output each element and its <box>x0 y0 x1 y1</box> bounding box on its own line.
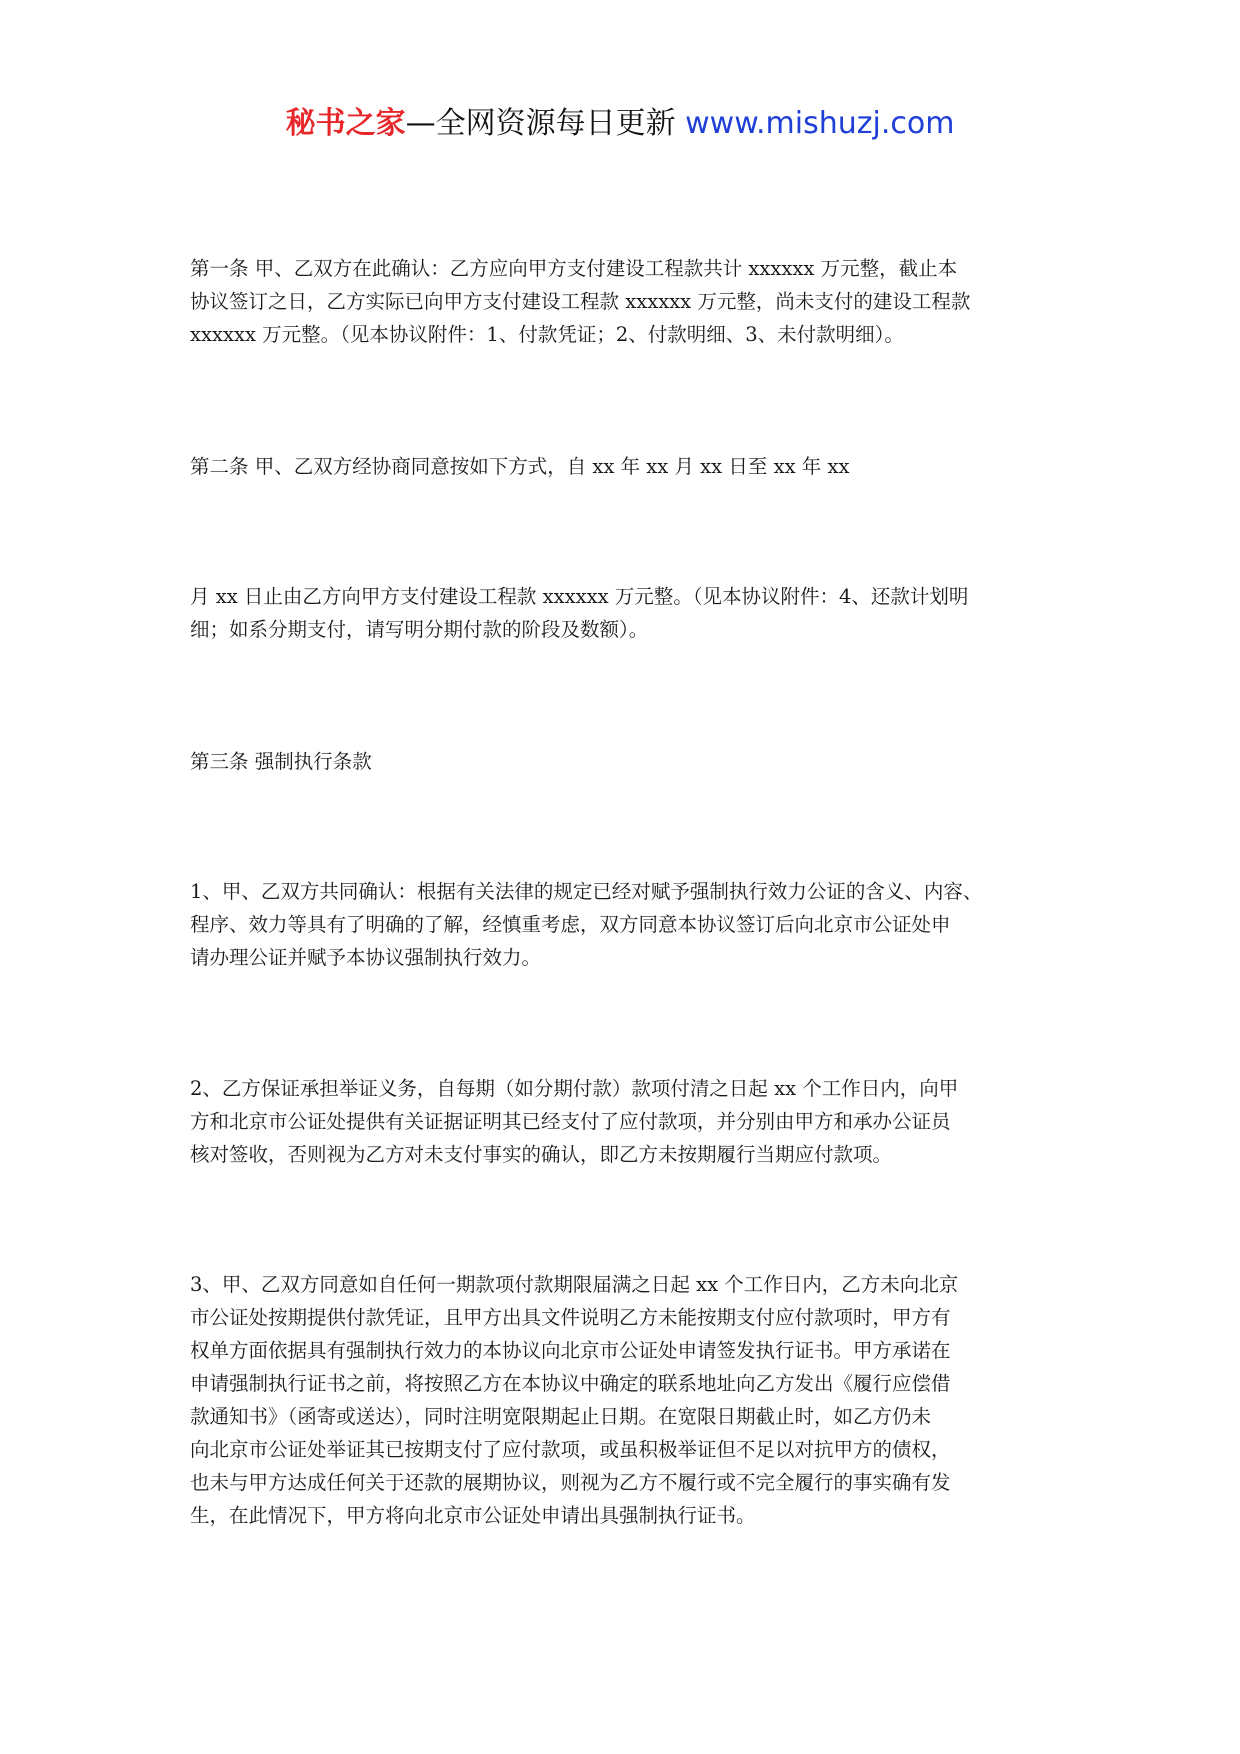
paragraph-line: 协议签订之日，乙方实际已向甲方支付建设工程款 xxxxxx 万元整，尚未支付的建设工程款 <box>190 290 971 313</box>
paragraph-line: 方和北京市公证处提供有关证据证明其已经支付了应付款项，并分别由甲方和承办公证员 <box>190 1110 951 1133</box>
paragraph-line: 细；如系分期支付，请写明分期付款的阶段及数额）。 <box>190 618 649 641</box>
clause-1 <box>190 875 1070 974</box>
page-header <box>0 100 1240 148</box>
paragraph-line: 市公证处按期提供付款凭证，且甲方出具文件说明乙方未能按期支付应付款项时，甲方有 <box>190 1306 951 1329</box>
paragraph-line: 生，在此情况下，甲方将向北京市公证处申请出具强制执行证书。 <box>190 1504 756 1527</box>
clause-2 <box>190 1072 1070 1171</box>
clause-3 <box>190 1268 1070 1532</box>
paragraph-line: 核对签收，否则视为乙方对未支付事实的确认，即乙方未按期履行当期应付款项。 <box>190 1143 893 1166</box>
brand-name: 秘书之家 <box>285 106 406 141</box>
paragraph-line: 程序、效力等具有了明确的了解，经慎重考虑，双方同意本协议签订后向北京市公证处申 <box>190 913 951 936</box>
paragraph-line: 向北京市公证处举证其已按期支付了应付款项，或虽积极举证但不足以对抗甲方的债权， <box>190 1438 951 1461</box>
paragraph-line: 申请强制执行证书之前，将按照乙方在本协议中确定的联系地址向乙方发出《履行应偿借 <box>190 1372 951 1395</box>
paragraph-line: 月 xx 日止由乙方向甲方支付建设工程款 xxxxxx 万元整。（见本协议附件：4、还款计划明 <box>190 585 969 608</box>
article-3-heading <box>190 745 1070 778</box>
article-2-continued <box>190 580 1070 646</box>
paragraph-line: 请办理公证并赋予本协议强制执行效力。 <box>190 946 542 969</box>
paragraph-line: 也未与甲方达成任何关于还款的展期协议，则视为乙方不履行或不完全履行的事实确有发 <box>190 1471 951 1494</box>
paragraph-line: 1、甲、乙双方共同确认：根据有关法律的规定已经对赋予强制执行效力公证的含义、内容、 <box>190 880 983 903</box>
paragraph-line: 第一条 甲、乙双方在此确认：乙方应向甲方支付建设工程款共计 xxxxxx 万元整，截止本 <box>190 257 958 280</box>
header-tagline: —全网资源每日更新 <box>405 106 686 141</box>
paragraph-line: 权单方面依据具有强制执行效力的本协议向北京市公证处申请签发执行证书。甲方承诺在 <box>190 1339 951 1362</box>
article-2 <box>190 450 1070 483</box>
paragraph-line: 2、乙方保证承担举证义务，自每期（如分期付款）款项付清之日起 xx 个工作日内，向甲 <box>190 1077 959 1100</box>
paragraph-line: 3、甲、乙双方同意如自任何一期款项付款期限届满之日起 xx 个工作日内，乙方未向北京 <box>190 1273 959 1296</box>
article-1 <box>190 252 1070 351</box>
paragraph-line: 款通知书》（函寄或送达），同时注明宽限期起止日期。在宽限日期截止时，如乙方仍未 <box>190 1405 932 1428</box>
paragraph-line: 第二条 甲、乙双方经协商同意按如下方式，自 xx 年 xx 月 xx 日至 xx 年 xx <box>190 455 850 478</box>
section-heading: 第三条 强制执行条款 <box>190 750 372 773</box>
paragraph-line: xxxxxx 万元整。（见本协议附件：1、付款凭证；2、付款明细、3、未付款明细）。 <box>190 323 904 346</box>
header-url[interactable]: www.mishuzj.com <box>685 106 955 141</box>
